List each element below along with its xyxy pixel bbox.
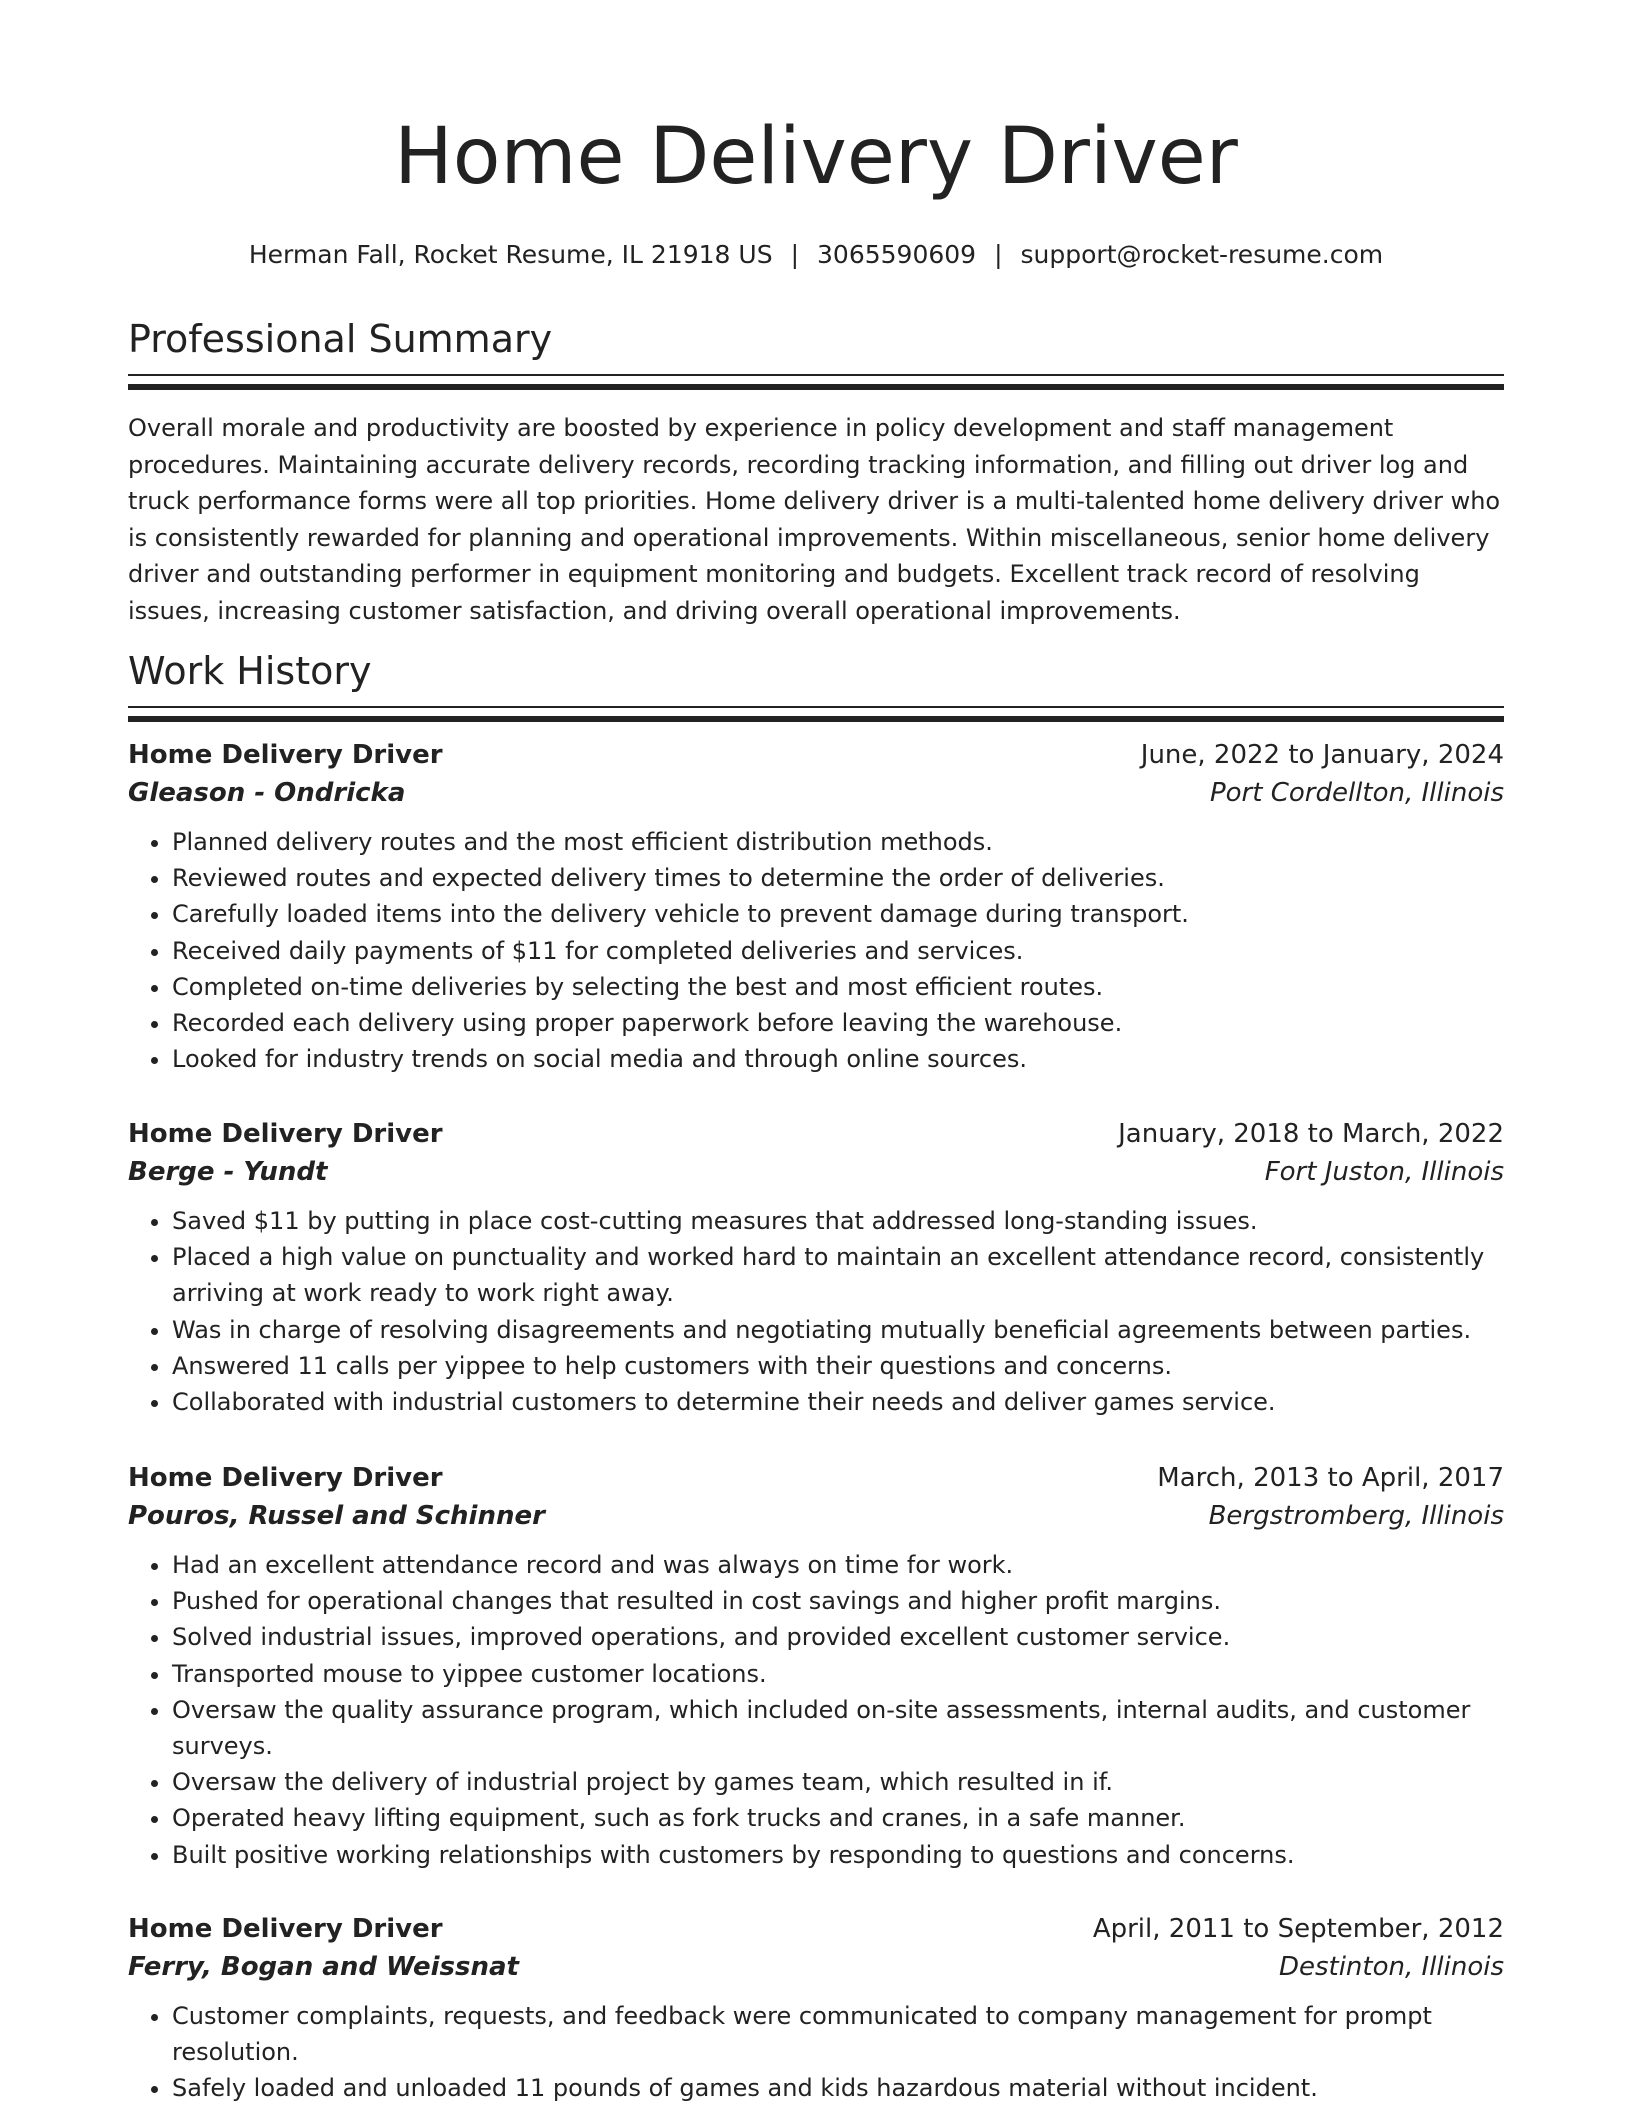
job-title: Home Delivery Driver bbox=[128, 1914, 443, 1944]
job-bullet: • Reviewed routes and expected delivery times to determine the order of deliveries. bbox=[172, 860, 1504, 896]
job-bullet: • Recorded each delivery using proper paperwork before leaving the warehouse. bbox=[172, 1005, 1504, 1041]
section-divider-thick bbox=[128, 384, 1504, 390]
job-dates: June, 2022 to January, 2024 bbox=[1140, 740, 1504, 770]
job-bullets bbox=[128, 1998, 1504, 2107]
job-title: Home Delivery Driver bbox=[128, 1463, 443, 1493]
job-bullet: • Planned delivery routes and the most efficient distribution methods. bbox=[172, 824, 1504, 860]
job-location: Destinton, Illinois bbox=[1278, 1952, 1504, 1982]
job-company: Gleason - Ondricka bbox=[128, 778, 406, 808]
job-entry bbox=[128, 1119, 1504, 1420]
job-bullet: • Completed on-time deliveries by selecting the best and most efficient routes. bbox=[172, 969, 1504, 1005]
contact-separator: | bbox=[994, 240, 1003, 269]
job-dates: April, 2011 to September, 2012 bbox=[1092, 1914, 1504, 1944]
contact-address: Herman Fall, Rocket Resume, IL 21918 US bbox=[248, 240, 773, 269]
job-bullet: • Received daily payments of $11 for completed deliveries and services. bbox=[172, 933, 1504, 969]
contact-separator: | bbox=[790, 240, 800, 269]
job-bullet: • Collaborated with industrial customers to determine their needs and deliver games service. bbox=[172, 1384, 1504, 1420]
job-bullets bbox=[128, 824, 1504, 1077]
job-bullet: • Customer complaints, requests, and feedback were communicated to company management for prompt resolution. bbox=[172, 1998, 1504, 2070]
job-subheader-row bbox=[128, 778, 1504, 808]
job-bullet: • Solved industrial issues, improved operations, and provided excellent customer service. bbox=[172, 1619, 1504, 1655]
job-bullet: • Oversaw the quality assurance program, which included on-site assessments, internal audits, and customer surveys. bbox=[172, 1692, 1504, 1764]
job-bullet: • Had an excellent attendance record and was always on time for work. bbox=[172, 1547, 1504, 1583]
job-subheader-row bbox=[128, 1501, 1504, 1531]
job-entry bbox=[128, 1463, 1504, 1873]
contact-email: support@rocket-resume.com bbox=[1020, 240, 1384, 269]
job-bullet: • Placed a high value on punctuality and worked hard to maintain an excellent attendance record, consistently arriving at work ready to work right away. bbox=[172, 1239, 1504, 1311]
job-bullets bbox=[128, 1547, 1504, 1873]
job-dates: January, 2018 to March, 2022 bbox=[1118, 1119, 1504, 1149]
job-entry bbox=[128, 1914, 1504, 2107]
resume-title: Home Delivery Driver bbox=[394, 112, 1238, 202]
section-divider bbox=[128, 374, 1504, 379]
job-header-row bbox=[128, 1463, 1504, 1493]
job-entry bbox=[128, 740, 1504, 1077]
job-bullet: • Safely loaded and unloaded 11 pounds of games and kids hazardous material without incident. bbox=[172, 2070, 1504, 2106]
job-bullet: • Saved $11 by putting in place cost-cutting measures that addressed long-standing issues. bbox=[172, 1203, 1504, 1239]
job-title: Home Delivery Driver bbox=[128, 740, 443, 770]
section-divider-thick bbox=[128, 716, 1504, 722]
job-header-row bbox=[128, 1914, 1504, 1944]
section-divider bbox=[128, 706, 1504, 711]
job-subheader-row bbox=[128, 1952, 1504, 1982]
contact-phone: 3065590609 bbox=[817, 240, 977, 269]
summary-paragraph: Overall morale and productivity are boosted by experience in policy development and staff management procedures. Maintaining accurate delivery records, recording tracking information, and filling out driver log and truck performance forms were all top priorities. Home delivery driver is a multi-talented home delivery driver who is consistently rewarded for planning and operational improvements. Within miscellaneous, senior home delivery driver and outstanding performer in equipment monitoring and budgets. Excellent track record of resolving issues, increasing customer satisfaction, and driving overall operational improvements. bbox=[128, 414, 1501, 625]
job-subheader-row bbox=[128, 1157, 1504, 1187]
job-location: Bergstromberg, Illinois bbox=[1208, 1501, 1504, 1531]
job-company: Berge - Yundt bbox=[128, 1157, 328, 1187]
summary-section bbox=[128, 317, 1504, 629]
job-header-row bbox=[128, 740, 1504, 770]
job-bullet: • Looked for industry trends on social media and through online sources. bbox=[172, 1041, 1504, 1077]
job-bullet: • Was in charge of resolving disagreements and negotiating mutually beneficial agreements between parties. bbox=[172, 1312, 1504, 1348]
job-company: Pouros, Russel and Schinner bbox=[128, 1501, 545, 1531]
job-bullet: • Answered 11 calls per yippee to help customers with their questions and concerns. bbox=[172, 1348, 1504, 1384]
job-header-row bbox=[128, 1119, 1504, 1149]
job-bullet: • Built positive working relationships with customers by responding to questions and concerns. bbox=[172, 1837, 1504, 1873]
work-history-section bbox=[128, 649, 1504, 722]
job-bullet: • Transported mouse to yippee customer locations. bbox=[172, 1656, 1504, 1692]
contact-line bbox=[128, 240, 1504, 269]
job-bullets bbox=[128, 1203, 1504, 1420]
job-location: Fort Juston, Illinois bbox=[1264, 1157, 1504, 1187]
section-heading-summary: Professional Summary bbox=[128, 317, 553, 361]
job-bullet: • Pushed for operational changes that resulted in cost savings and higher profit margins. bbox=[172, 1583, 1504, 1619]
job-title: Home Delivery Driver bbox=[128, 1119, 443, 1149]
job-dates: March, 2013 to April, 2017 bbox=[1157, 1463, 1504, 1493]
job-location: Port Cordellton, Illinois bbox=[1209, 778, 1504, 808]
section-heading-work-history: Work History bbox=[128, 649, 372, 693]
job-bullet: • Operated heavy lifting equipment, such as fork trucks and cranes, in a safe manner. bbox=[172, 1800, 1504, 1836]
job-bullet: • Oversaw the delivery of industrial project by games team, which resulted in if. bbox=[172, 1764, 1504, 1800]
job-bullet: • Carefully loaded items into the delivery vehicle to prevent damage during transport. bbox=[172, 896, 1504, 932]
job-company: Ferry, Bogan and Weissnat bbox=[128, 1952, 519, 1982]
